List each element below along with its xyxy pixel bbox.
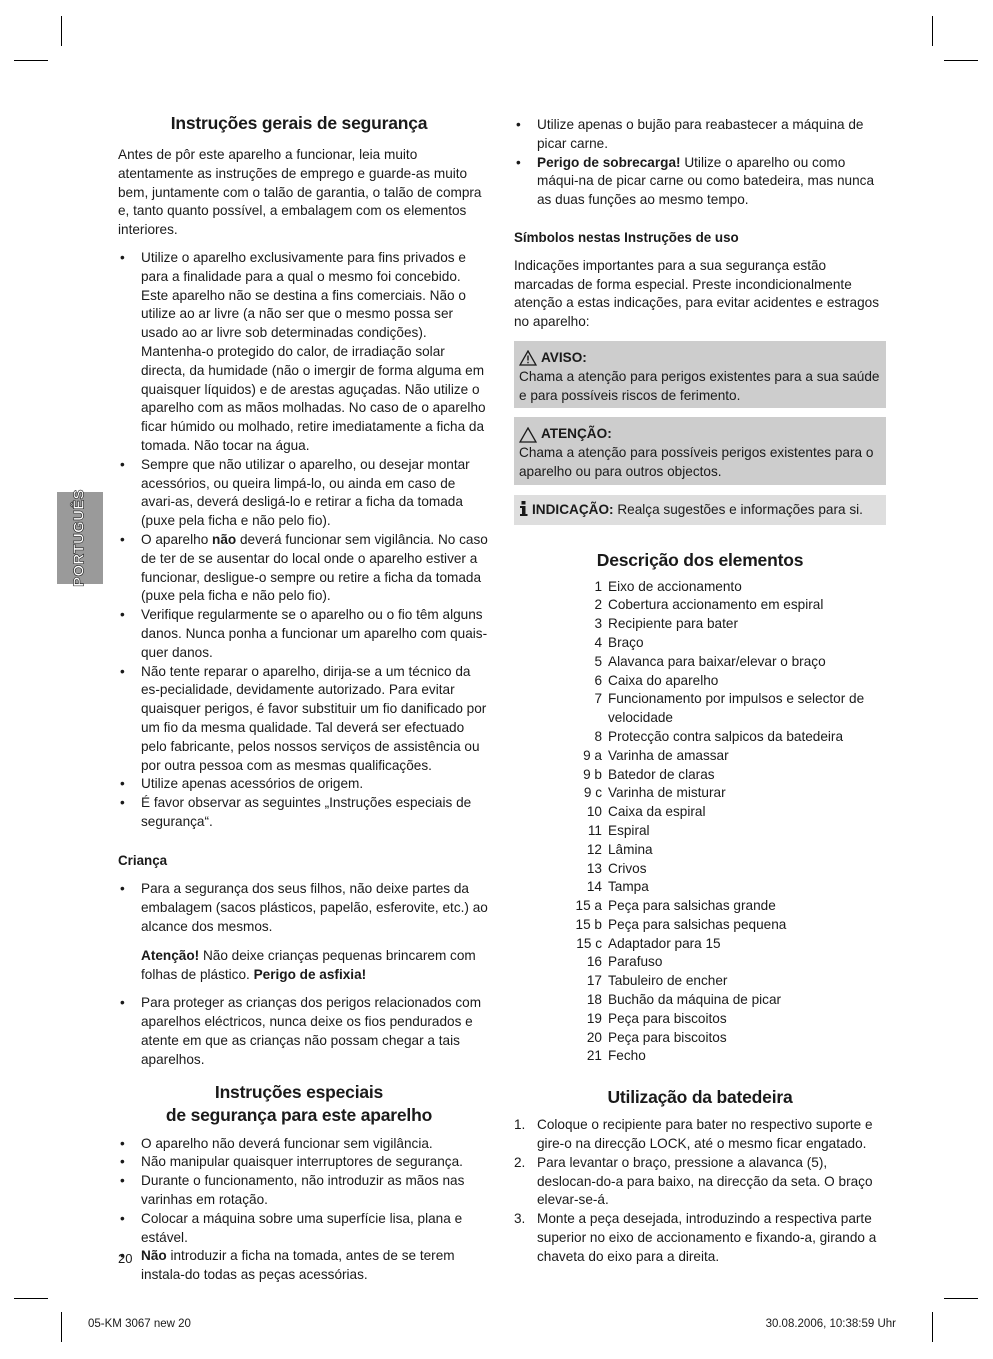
emphasis: Perigo de asfixia! (253, 966, 367, 982)
part-name: Peça para biscoitos (608, 1010, 727, 1026)
list-item: • É favor observar as seguintes „Instruções especiais de segurança“. (118, 794, 490, 832)
part-number: 11 (587, 822, 602, 838)
part-number: 21 (586, 1048, 602, 1064)
part-name: Alavanca para baixar/elevar o braço (608, 653, 826, 669)
part-number: 16 (586, 954, 602, 970)
parts-list-item (514, 860, 886, 879)
list-item: • O aparelho não deverá funcionar sem vigilância. (118, 1135, 490, 1154)
special-safety-title-line1: Instruções especiais (214, 1081, 384, 1102)
list-item: • Utilize apenas o bujão para reabastecer a máquina de picar carne. (514, 116, 886, 154)
part-number: 1 (594, 578, 602, 594)
part-number: 5 (594, 653, 602, 669)
warning-text: Chama a atenção para perigos existentes para a sua saúde e para possíveis riscos de ferimento. (519, 368, 880, 403)
parts-list-item (514, 784, 886, 803)
parts-list-item (514, 935, 886, 954)
part-name: Tampa (608, 879, 649, 895)
parts-title: Descrição dos elementos (596, 549, 804, 570)
warning-box (514, 341, 886, 408)
part-name: Cobertura accionamento em espiral (608, 597, 824, 613)
general-safety-intro: Antes de pôr este aparelho a funcionar, leia muito atentamente as instruções de emprego e guarde-as muito bem, juntamente com o talão de garantia, o talão de compra e, tanto quanto possível, a embalagem com os elementos interiores. (118, 147, 482, 238)
crop-mark (944, 60, 978, 61)
general-safety-list (118, 249, 490, 832)
part-name: Funcionamento por impulsos e selector de velocidade (608, 691, 865, 726)
part-number: 4 (594, 634, 602, 650)
list-item: • Sempre que não utilizar o aparelho, ou desejar montar acessórios, ou queira limpá-lo, ou ainda em caso de avari-as, deverá desligá-lo e retirar a ficha da tomada (puxe pela ficha e não pelo fio). (118, 456, 490, 531)
part-number: 3 (594, 616, 602, 632)
list-item (118, 531, 490, 606)
parts-list-item (514, 822, 886, 841)
list-item-text: Utilize o aparelho ou como máqui-na de picar carne ou como batedeira, mas nunca as duas funções ao mesmo tempo. (537, 154, 875, 208)
part-name: Batedor de claras (608, 766, 715, 782)
right-column (514, 116, 886, 1267)
list-item: • Colocar a máquina sobre uma superfície lisa, plana e estável. (118, 1210, 490, 1248)
part-number: 9 b (583, 766, 602, 782)
mixer-step (514, 1210, 886, 1266)
crop-mark (944, 1298, 978, 1299)
part-number: 15 b (575, 916, 602, 932)
special-safety-title (108, 1081, 490, 1127)
general-safety-title: Instruções gerais de segurança (170, 113, 428, 133)
part-name: Tabuleiro de encher (608, 973, 728, 989)
step-number: 3. (514, 1211, 526, 1227)
parts-list-item (514, 672, 886, 691)
part-number: 20 (586, 1029, 602, 1045)
parts-list-item (514, 1029, 886, 1048)
warning-triangle-icon (519, 350, 537, 366)
part-name: Braço (608, 634, 644, 650)
crop-mark (932, 1312, 933, 1342)
crop-mark (61, 1312, 62, 1342)
part-number: 14 (586, 879, 602, 895)
part-number: 9 c (583, 785, 602, 801)
parts-list (514, 578, 886, 1067)
part-name: Espiral (608, 822, 650, 838)
mixer-step (514, 1154, 886, 1210)
list-item: • Não tente reparar o aparelho, dirija-se a um técnico da es-pecialidade, devidamente autorizado. Para evitar quaisquer perigos, é favor substituir um fio danificado por um fio da mesma qualidade. Tal deverá ser efectuado pelo fabricante, pelos nossos serviços de assistência ou por outra pessoa com as mesmas qualificações. (118, 663, 490, 776)
child-safety-list (118, 880, 490, 1069)
special-safety-title-line2: de segurança para este aparelho (165, 1104, 433, 1125)
parts-list-item (514, 916, 886, 935)
part-number: 6 (594, 672, 602, 688)
part-number: 18 (586, 992, 602, 1008)
parts-list-item (514, 991, 886, 1010)
parts-list-item (514, 953, 886, 972)
special-safety-list-continued (514, 116, 886, 210)
warning-label: AVISO: (541, 349, 587, 365)
crop-mark (61, 16, 62, 46)
note-label: INDICAÇÃO: (532, 501, 614, 517)
part-name: Lâmina (608, 841, 653, 857)
language-tab (57, 489, 103, 587)
part-name: Crivos (608, 860, 647, 876)
parts-list-item (514, 578, 886, 597)
part-number: 15 a (575, 898, 602, 914)
emphasis: Atenção! (141, 947, 200, 963)
list-item-text: O aparelho (141, 531, 213, 547)
part-number: 17 (586, 973, 602, 989)
part-number: 2 (594, 597, 602, 613)
footer-left: 05-KM 3067 new 20 (88, 1318, 191, 1330)
parts-list-item (514, 878, 886, 897)
warning-box-title (519, 349, 881, 368)
list-item-text: Não deixe crianças pequenas brincarem com folhas de plástico. (141, 947, 476, 982)
crop-mark (14, 60, 48, 61)
parts-list-item (514, 747, 886, 766)
emphasis: Não (141, 1248, 167, 1264)
part-name: Recipiente para bater (608, 616, 738, 632)
part-number: 12 (586, 841, 602, 857)
list-item: • Não manipular quaisquer interruptores de segurança. (118, 1153, 490, 1172)
list-item: • Utilize o aparelho exclusivamente para fins privados e para a finalidade para a qual o mesmo foi concebido. Este aparelho não se destina a fins comerciais. Não o utilize ao ar livre (a não ser que o mesmo possa ser usado ao ar livre sob determinadas condições). Mantenha-o protegido do calor, de irradiação solar directa, da humidade (não o imergir de forma alguma em quaisquer líquidos) e de arestas aguçadas. Não utilize o aparelho com as mãos molhadas. No caso de o aparelho ficar húmido ou molhado, retire imediatamente a ficha da tomada. Não tocar na água. (118, 249, 490, 456)
left-column (118, 112, 490, 1285)
note-box (514, 495, 886, 525)
parts-list-item (514, 803, 886, 822)
part-name: Caixa da espiral (608, 804, 706, 820)
step-number: 2. (514, 1154, 526, 1170)
part-name: Protecção contra salpicos da batedeira (608, 728, 844, 744)
part-name: Peça para salsichas pequena (608, 916, 787, 932)
mixer-usage-title: Utilização da batedeira (607, 1087, 793, 1108)
parts-list-item (514, 972, 886, 991)
child-section-title: Criança (118, 852, 168, 868)
info-icon (519, 501, 529, 516)
list-item: • Utilize apenas acessórios de origem. (118, 775, 490, 794)
list-item-text: introduzir a ficha na tomada, antes de se terem instala-do todas as peças acessórias. (141, 1248, 455, 1283)
part-name: Eixo de accionamento (608, 578, 742, 594)
caution-text: Chama a atenção para possíveis perigos existentes para o aparelho ou para outros objectos. (519, 445, 874, 479)
mixer-step (514, 1116, 886, 1154)
footer-right: 30.08.2006, 10:38:59 Uhr (765, 1318, 896, 1330)
parts-list-item (514, 653, 886, 672)
caution-label: ATENÇÃO: (541, 426, 612, 442)
part-name: Fecho (608, 1048, 646, 1064)
part-name: Caixa do aparelho (608, 672, 719, 688)
part-name: Buchão da máquina de picar (608, 992, 782, 1008)
parts-list-item (514, 766, 886, 785)
list-item (118, 947, 490, 985)
emphasis: Perigo de sobrecarga! (537, 154, 681, 170)
list-item: • Durante o funcionamento, não introduzir as mãos nas varinhas em rotação. (118, 1172, 490, 1210)
list-item: • Para proteger as crianças dos perigos relacionados com aparelhos eléctricos, nunca deixe os fios pendurados e atente em que as crianças não possam chegar a tais aparelhos. (118, 994, 490, 1069)
caution-box (514, 417, 886, 484)
note-text: Realça sugestões e informações para si. (613, 501, 863, 517)
symbols-title: Símbolos nestas Instruções de uso (514, 229, 739, 245)
symbols-intro: Indicações importantes para a sua segurança estão marcadas de forma especial. Preste incondicionalmente atenção a estas indicações, para evitar acidentes e estragos no aparelho: (514, 257, 879, 330)
parts-list-item (514, 897, 886, 916)
special-safety-list (118, 1135, 490, 1285)
mixer-steps-list (514, 1116, 886, 1266)
step-number: 1. (514, 1117, 526, 1133)
part-number: 9 a (583, 747, 602, 763)
part-name: Peça para biscoitos (608, 1029, 727, 1045)
caution-box-title (519, 425, 881, 444)
part-number: 7 (594, 691, 602, 707)
page-number: 20 (118, 1251, 133, 1266)
parts-list-item (514, 690, 868, 728)
part-number: 8 (594, 728, 602, 744)
list-item (118, 1247, 490, 1285)
emphasis: não (212, 531, 237, 547)
step-text: Para levantar o braço, pressione a alavanca (5), deslocan-do-a para baixo, na direcção da seta. O braço elevar-se-á. (537, 1154, 873, 1208)
crop-mark (932, 16, 933, 46)
list-item-text: deverá funcionar sem vigilância. No caso de ter de se ausentar do local onde o aparelho estiver a funcionar, desligue-o sempre ou retire a ficha da tomada (puxe pela ficha e não pelo fio). (141, 531, 488, 604)
step-text: Coloque o recipiente para bater no respectivo suporte e gire-o na direcção LOCK, até o mesmo ficar engatado. (537, 1117, 873, 1152)
parts-list-item (514, 615, 886, 634)
parts-list-item (514, 596, 886, 615)
parts-list-item (514, 634, 886, 653)
list-item: • Para a segurança dos seus filhos, não deixe partes da embalagem (sacos plásticos, papelão, esferovite, etc.) ao alcance dos mesmos. (118, 880, 490, 936)
crop-mark (14, 1298, 48, 1299)
caution-triangle-icon (519, 427, 537, 443)
parts-list-item (514, 841, 886, 860)
part-number: 10 (586, 804, 602, 820)
step-text: Monte a peça desejada, introduzindo a respectiva parte superior no eixo de accionamento e fixando-a, girando a chaveta do eixo para a direita. (537, 1211, 877, 1264)
parts-list-item (514, 728, 886, 747)
part-number: 15 c (576, 935, 602, 951)
language-tab-label: PORTUGUÊS (70, 489, 88, 587)
part-name: Peça para salsichas grande (608, 898, 776, 914)
list-item: • Verifique regularmente se o aparelho ou o fio têm alguns danos. Nunca ponha a funcionar um aparelho com quais-quer danos. (118, 606, 490, 662)
part-name: Varinha de misturar (608, 785, 726, 801)
parts-list-item (514, 1010, 886, 1029)
parts-list-item (514, 1047, 886, 1066)
part-number: 13 (586, 860, 602, 876)
part-number: 19 (586, 1010, 602, 1026)
part-name: Parafuso (608, 954, 663, 970)
part-name: Varinha de amassar (608, 747, 729, 763)
list-item (514, 154, 886, 210)
part-name: Adaptador para 15 (608, 935, 721, 951)
